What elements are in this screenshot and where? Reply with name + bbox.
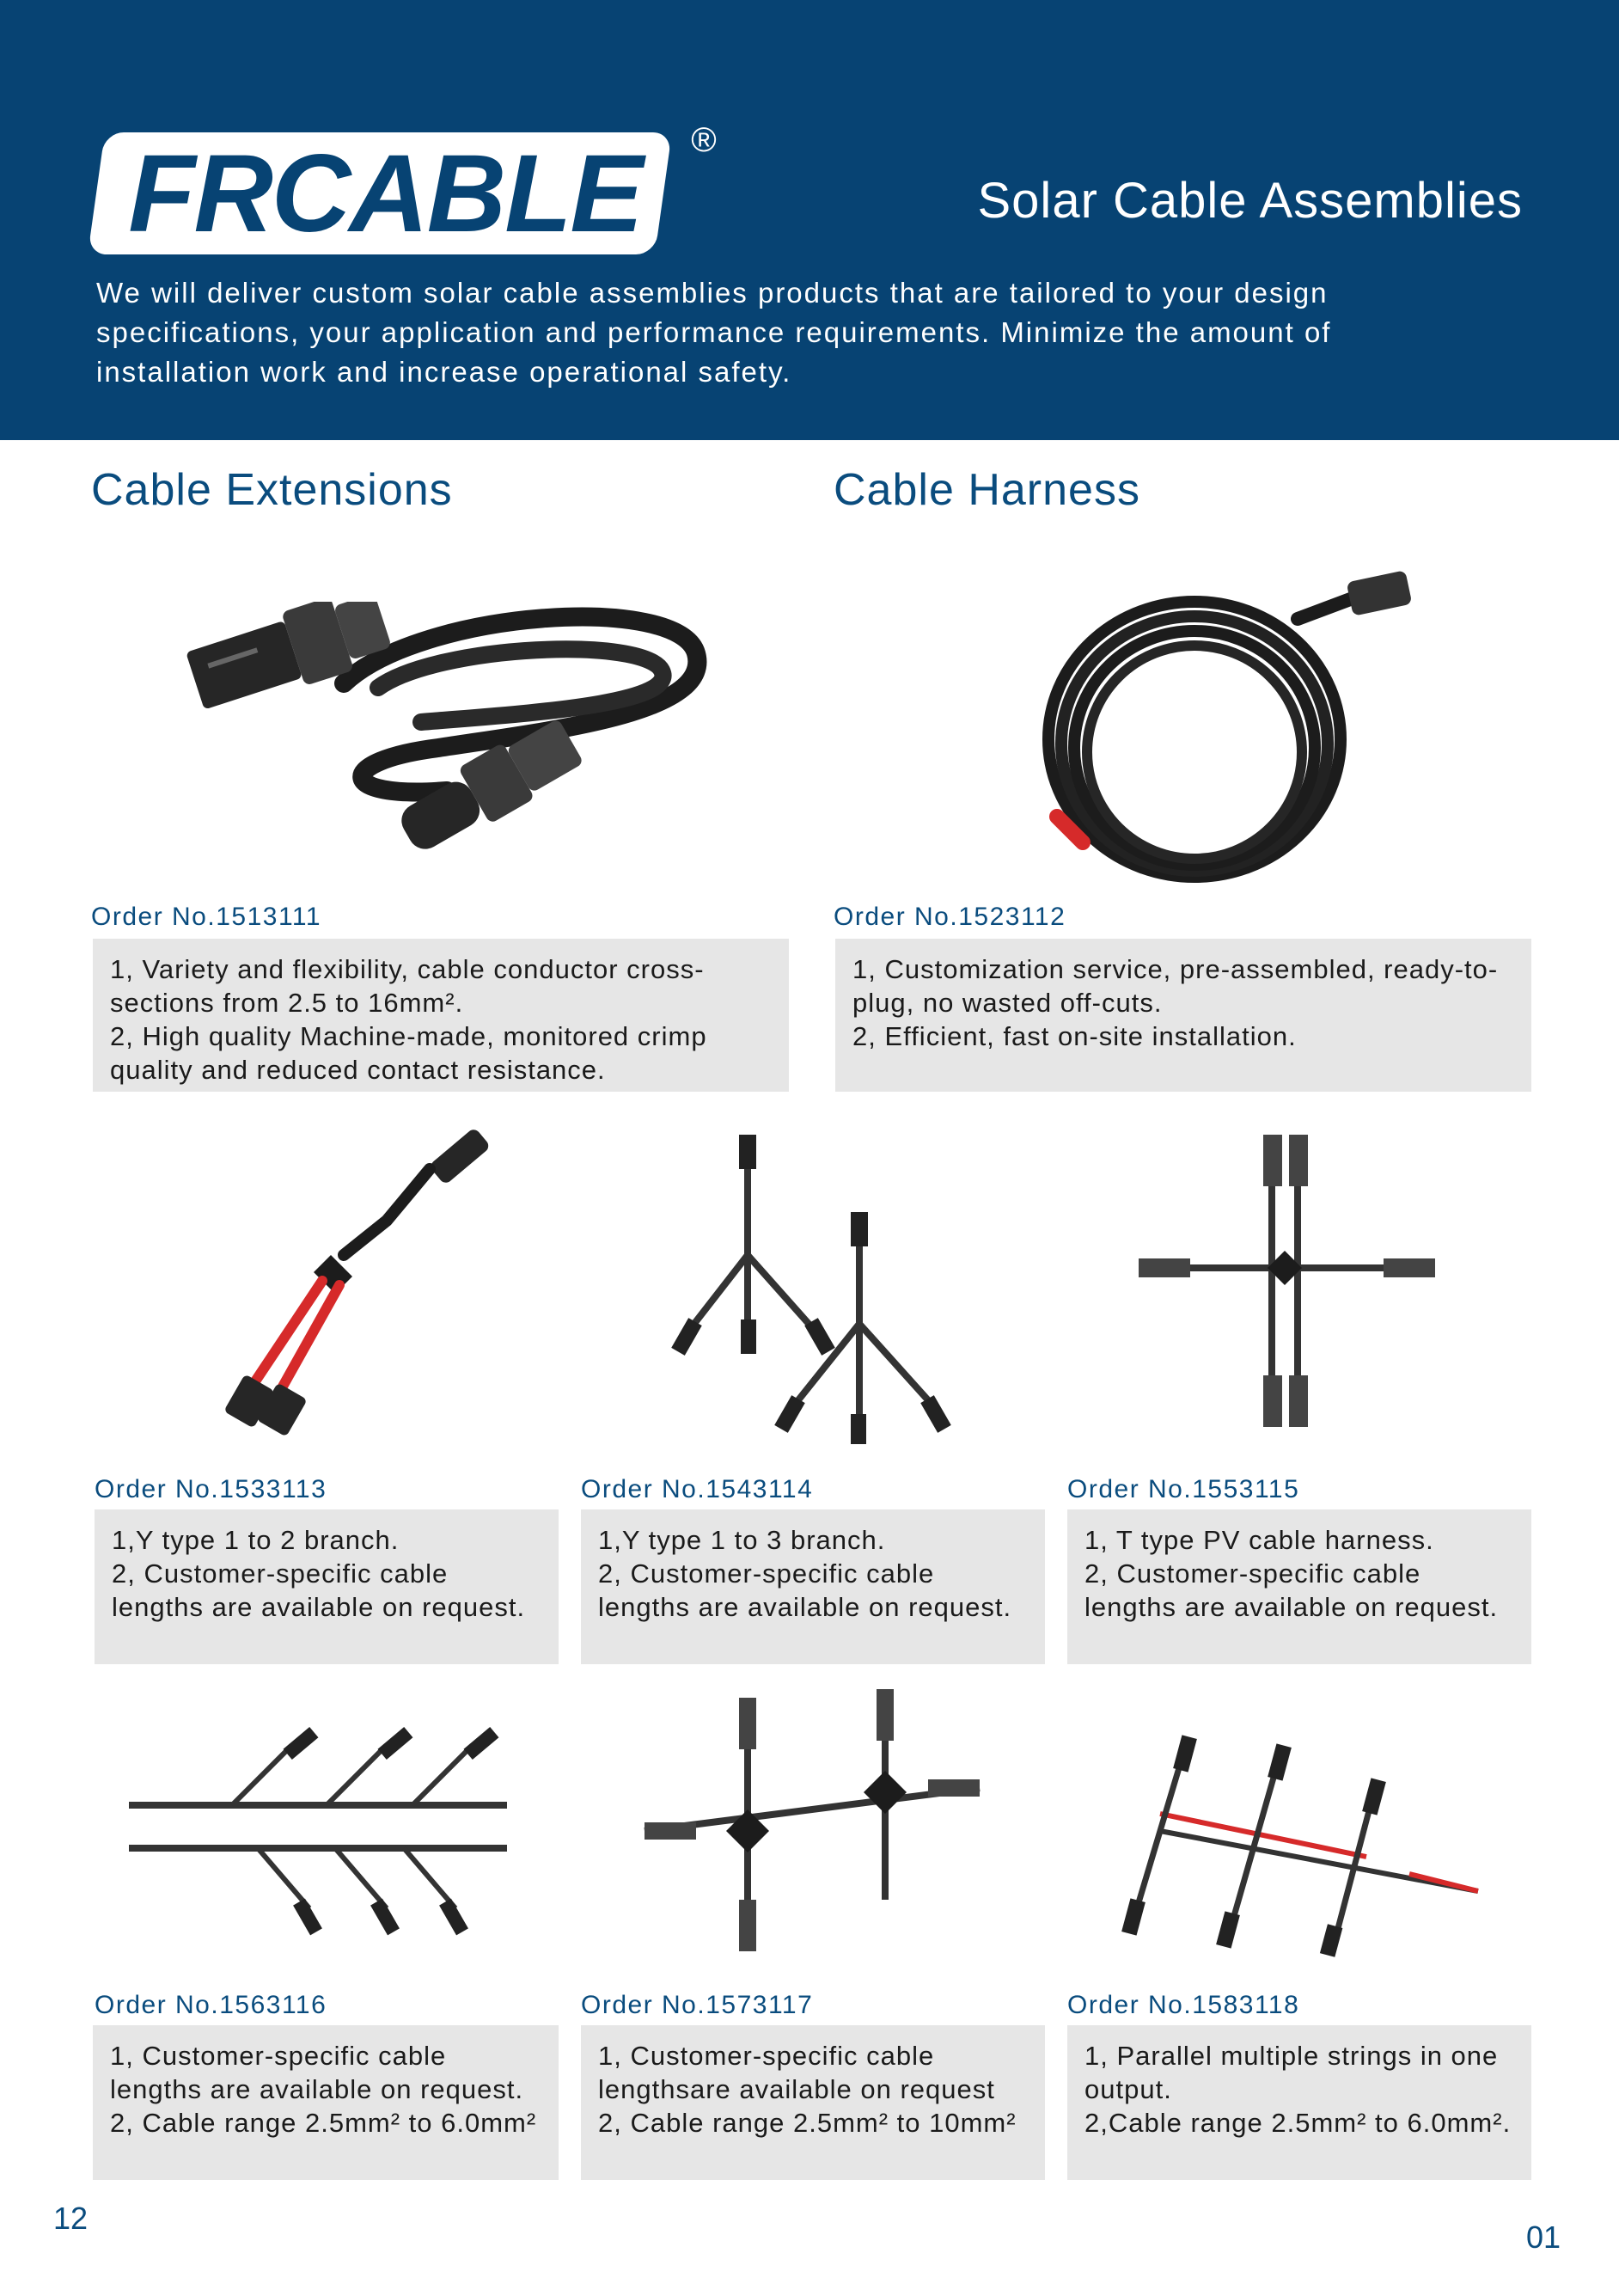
description-line: 2, Customer-specific cable lengths are available on request. [1084, 1558, 1499, 1622]
description-line: 2, High quality Machine-made, monitored crimp quality and reduced contact resistance. [110, 1021, 707, 1085]
product-description [835, 939, 1531, 1092]
description-line: 1, Variety and flexibility, cable conductor cross-sections from 2.5 to 16mm². [110, 954, 705, 1018]
description-line: 1, Customization service, pre-assembled, ready-to-plug, no wasted off-cuts. [852, 954, 1499, 1018]
page-number-left: 12 [53, 2201, 89, 2236]
order-number: Order No.1553115 [1067, 1475, 1300, 1503]
description-line: 2, Cable range 2.5mm² to 10mm² [598, 2108, 1017, 2138]
registered-trademark-icon: ® [691, 121, 717, 159]
description-line: 2, Cable range 2.5mm² to 6.0mm² [110, 2108, 537, 2138]
order-number: Order No.1523112 [834, 903, 1066, 931]
description-line: 1, Customer-specific cable lengthsare available on request [598, 2041, 995, 2104]
description-line: 2, Efficient, fast on-site installation. [852, 1021, 1297, 1051]
order-number: Order No.1513111 [91, 903, 322, 931]
product-description [93, 939, 789, 1092]
description-line: 1, Parallel multiple strings in one output. [1084, 2041, 1499, 2104]
multi-branch-harness-photo [120, 1711, 516, 1943]
description-line: 2,Cable range 2.5mm² to 6.0mm². [1084, 2108, 1512, 2138]
order-number: Order No.1583118 [1067, 1991, 1300, 2019]
parallel-strings-photo [1109, 1719, 1487, 1960]
description-line: 1,Y type 1 to 3 branch. [598, 1525, 886, 1555]
cable-extension-photo [163, 602, 748, 877]
description-line: 2, Customer-specific cable lengths are available on request. [598, 1558, 1012, 1622]
product-description [1067, 2025, 1531, 2180]
product-description [581, 2025, 1045, 2180]
description-line: 1,Y type 1 to 2 branch. [112, 1525, 400, 1555]
order-number: Order No.1543114 [581, 1475, 814, 1503]
intro-text: We will deliver custom solar cable assemblies products that are tailored to your design specifications, your application and performance requirements. Minimize the amount of installation work and increase operational safety. [96, 277, 1332, 388]
order-number: Order No.1563116 [95, 1991, 327, 2019]
description-line: 2, Customer-specific cable lengths are available on request. [112, 1558, 526, 1622]
section-title-harness: Cable Harness [834, 465, 1140, 515]
cross-harness-photo [636, 1685, 1014, 1960]
product-description [1067, 1509, 1531, 1664]
product-description [581, 1509, 1045, 1664]
page-number-right: 01 [1526, 2219, 1561, 2255]
description-line: 1, Customer-specific cable lengths are available on request. [110, 2041, 524, 2104]
t-type-harness-photo [1126, 1126, 1452, 1436]
description-line: 1, T type PV cable harness. [1084, 1525, 1434, 1555]
y-branch-2-photo [172, 1126, 498, 1436]
section-title-extensions: Cable Extensions [91, 465, 453, 515]
header-banner [0, 0, 1619, 440]
page-title: Solar Cable Assemblies [977, 173, 1523, 229]
order-number: Order No.1573117 [581, 1991, 814, 2019]
product-description [95, 1509, 559, 1664]
brand-logo: FRCABLE [128, 132, 642, 255]
product-description [93, 2025, 559, 2180]
coiled-cable-photo [1023, 567, 1418, 894]
order-number: Order No.1533113 [95, 1475, 327, 1503]
y-branch-3-photo [645, 1126, 971, 1453]
